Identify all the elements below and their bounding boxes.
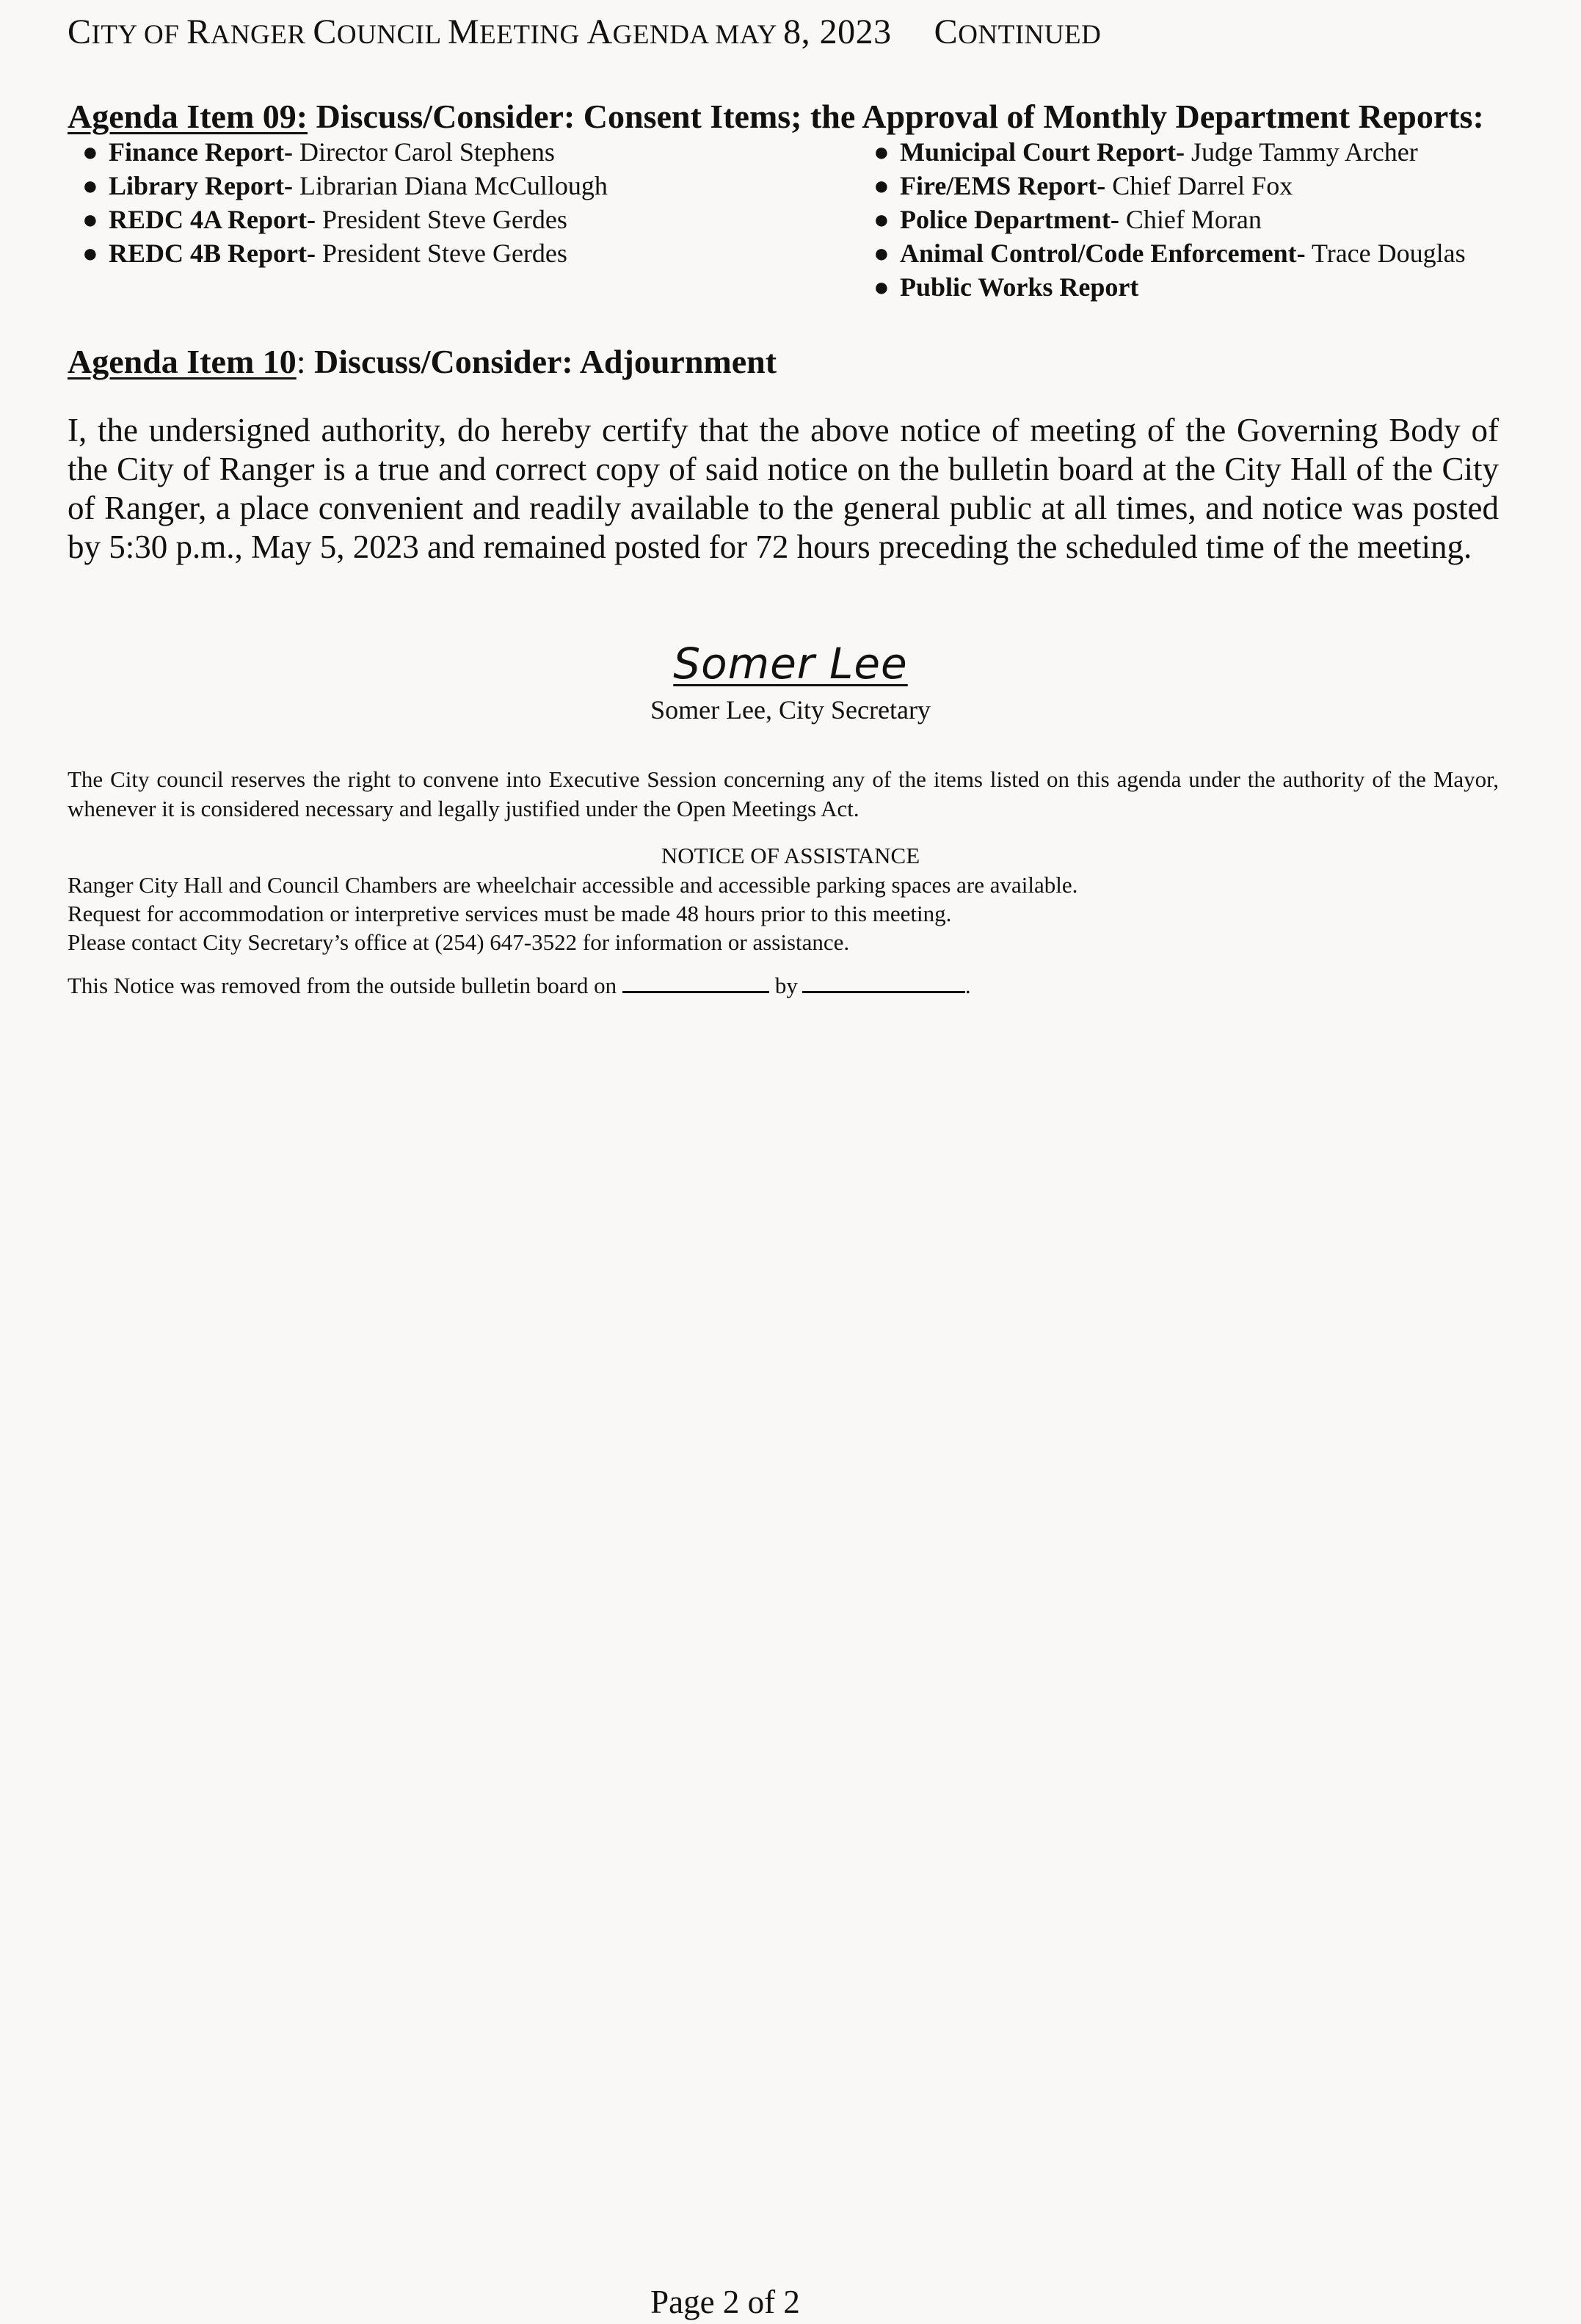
bullet-icon: ● [873, 137, 890, 167]
header-title-word: MEETING [447, 12, 587, 51]
agenda-item-10-heading: Agenda Item 10: Discuss/Consider: Adjournment [68, 343, 777, 380]
report-item-finance: ● Finance Report- Director Carol Stephens [68, 135, 608, 169]
header-title-word: COUNCIL [313, 12, 448, 51]
page-number: Page 2 of 2 [650, 2284, 800, 2320]
bullet-icon: ● [82, 137, 98, 167]
header-continued: CONTINUED [934, 12, 1102, 51]
assistance-line: Ranger City Hall and Council Chambers are wheelchair accessible and accessible parking spaces are available. [68, 872, 1078, 898]
removal-by-blank [802, 972, 965, 993]
report-item-public-works: ● Public Works Report [859, 270, 1466, 304]
page-header [68, 12, 1101, 52]
agenda-item-10-label: Agenda Item 10 [68, 343, 297, 380]
header-title-word: RANGER [186, 12, 313, 51]
agenda-item-10-title: Discuss/Consider: Adjournment [305, 343, 777, 380]
agenda-item-09-heading [68, 97, 1484, 136]
bullet-icon: ● [873, 171, 890, 200]
report-item-library: ● Library Report- Librarian Diana McCullough [68, 169, 608, 203]
report-item-animal-control: ● Animal Control/Code Enforcement- Trace Douglas [859, 236, 1466, 270]
header-title-word: CITY OF [68, 12, 187, 51]
assistance-line: Request for accommodation or interpretive services must be made 48 hours prior to this meeting. [68, 901, 952, 926]
report-item-fire-ems: ● Fire/EMS Report- Chief Darrel Fox [859, 169, 1466, 203]
removal-date-blank [622, 972, 769, 993]
agenda-item-09-label: Agenda Item 09: [68, 98, 308, 135]
bullet-icon: ● [82, 171, 98, 200]
executive-session-notice: The City council reserves the right to convene into Executive Session concerning any of the items listed on this agenda under the authority of the Mayor, whenever it is considered necessary and legally justified under the Open Meetings Act. [68, 766, 1499, 821]
assistance-line: Please contact City Secretary’s office at (254) 647-3522 for information or assistance. [68, 929, 850, 955]
agenda-item-09-title: Discuss/Consider: Consent Items; the Approval of Monthly Department Reports: [308, 98, 1484, 135]
report-list-left [68, 135, 608, 270]
bullet-icon: ● [82, 239, 98, 268]
bullet-icon: ● [873, 205, 890, 234]
report-item-municipal-court: ● Municipal Court Report- Judge Tammy Archer [859, 135, 1466, 169]
report-item-redc-4a: ● REDC 4A Report- President Steve Gerdes [68, 203, 608, 236]
assistance-title: NOTICE OF ASSISTANCE [661, 843, 920, 868]
report-item-redc-4b: ● REDC 4B Report- President Steve Gerdes [68, 236, 608, 270]
assistance-notice [68, 871, 1077, 956]
signature-name-title: Somer Lee, City Secretary [650, 695, 931, 725]
handwritten-signature: Somer Lee [673, 639, 908, 689]
bullet-icon: ● [82, 205, 98, 234]
report-item-police: ● Police Department- Chief Moran [859, 203, 1466, 236]
bullet-icon: ● [873, 272, 890, 302]
bullet-icon: ● [873, 239, 890, 268]
header-title-word: AGENDA MAY [586, 12, 784, 51]
certification-paragraph: I, the undersigned authority, do hereby certify that the above notice of meeting of the Governing Body of the City of Ranger is a true and correct copy of said notice on the bulletin board at the City Hall of the City of Ranger, a place convenient and readily available to the general public at all times, and notice was posted by 5:30 p.m., May 5, 2023 and remained posted for 72 hours preceding the scheduled time of the meeting. [68, 412, 1499, 565]
report-list-right [859, 135, 1466, 304]
header-date: 8, 2023 [783, 12, 892, 51]
removal-notice: This Notice was removed from the outside bulletin board on by . [68, 973, 971, 998]
